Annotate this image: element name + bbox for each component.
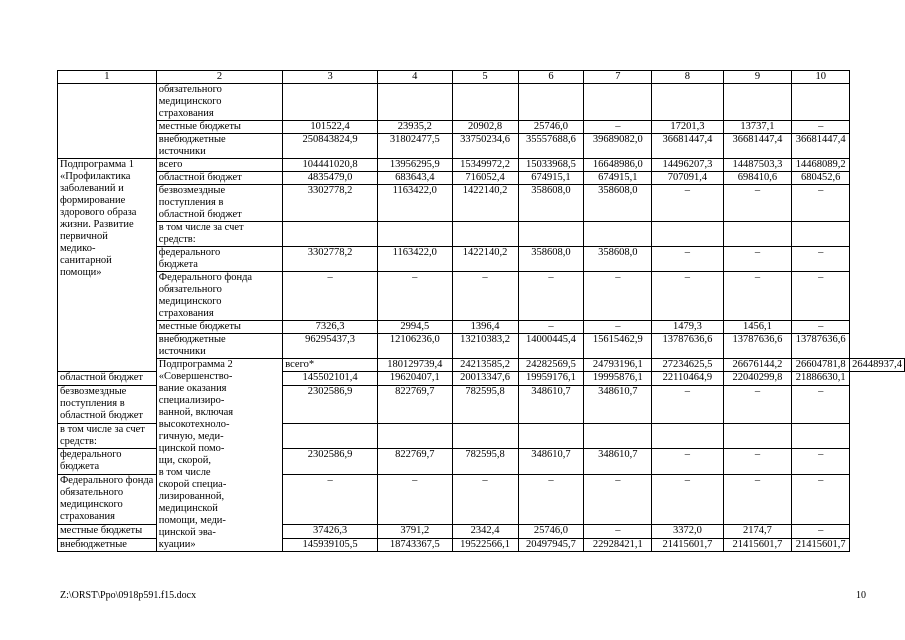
page-number: 10 <box>856 590 866 601</box>
amount-cell <box>377 222 452 247</box>
program-name <box>156 359 282 552</box>
program-cell-continued <box>58 84 157 159</box>
amount-cell: 96295437,3 <box>283 334 378 359</box>
amount-cell: 22110464,9 <box>652 372 723 385</box>
program-name-line: куации» <box>158 539 196 550</box>
program-name-line: санитарной <box>60 255 112 266</box>
amount-cell: 14468089,2 <box>792 159 850 172</box>
amount-cell <box>723 84 792 121</box>
funding-source <box>156 222 282 247</box>
funding-source-line: в том числе за счет <box>158 222 244 233</box>
amount-cell: – <box>652 247 723 272</box>
funding-source <box>58 385 157 423</box>
funding-source <box>156 321 282 334</box>
amount-cell: 13787636,6 <box>652 334 723 359</box>
amount-cell: – <box>377 474 452 524</box>
amount-cell: 3791,2 <box>377 525 452 538</box>
amount-cell: – <box>584 272 652 321</box>
amount-cell: 2994,5 <box>377 321 452 334</box>
program-name-line: здорового образа <box>60 207 137 218</box>
amount-cell: 36681447,4 <box>652 134 723 159</box>
amount-cell: 1396,4 <box>452 321 518 334</box>
funding-source-line: федерального <box>158 247 221 258</box>
amount-cell: 145939105,5 <box>283 538 378 551</box>
funding-source-line: Федерального фонда <box>60 474 154 486</box>
amount-cell: 3302778,2 <box>283 185 378 222</box>
amount-cell <box>723 423 792 449</box>
funding-source-line: в том числе за счет <box>60 423 145 435</box>
amount-cell: – <box>283 272 378 321</box>
program-name-line: медико- <box>60 243 96 254</box>
amount-cell: 145502101,4 <box>283 372 378 385</box>
amount-cell: 13210383,2 <box>452 334 518 359</box>
funding-source-line: средств: <box>158 234 196 245</box>
amount-cell: – <box>652 385 723 423</box>
program-name <box>58 159 157 372</box>
amount-cell <box>377 84 452 121</box>
amount-cell: 20902,8 <box>452 121 518 134</box>
funding-source <box>156 84 282 121</box>
funding-source-line: федерального <box>60 449 122 461</box>
funding-source <box>156 172 282 185</box>
funding-source-line: средств: <box>60 435 97 447</box>
amount-cell: 33750234,6 <box>452 134 518 159</box>
amount-cell: 358608,0 <box>518 247 584 272</box>
program-name-line: цинской эва- <box>158 527 216 538</box>
amount-cell: 37426,3 <box>283 525 378 538</box>
amount-cell: – <box>723 272 792 321</box>
amount-cell: 26604781,8 <box>792 359 850 372</box>
column-number-5: 5 <box>452 71 518 84</box>
amount-cell: 15033968,5 <box>518 159 584 172</box>
amount-cell: 698410,6 <box>723 172 792 185</box>
amount-cell <box>377 423 452 449</box>
amount-cell: 180129739,4 <box>377 359 452 372</box>
program-name-line: цинской помо- <box>158 443 225 454</box>
amount-cell <box>792 84 850 121</box>
funding-source-line: обязательного <box>158 84 222 95</box>
amount-cell: 707091,4 <box>652 172 723 185</box>
amount-cell: – <box>283 474 378 524</box>
funding-source-line: всего* <box>285 359 315 370</box>
funding-source-line: безвозмездные <box>60 385 127 397</box>
amount-cell <box>518 423 584 449</box>
amount-cell: 782595,8 <box>452 385 518 423</box>
amount-cell: 20497945,7 <box>518 538 584 551</box>
funding-source-line: обязательного <box>158 284 222 295</box>
table-row <box>58 321 905 334</box>
program-name-line: медицинской <box>158 503 218 514</box>
table-row <box>58 334 905 359</box>
table-row <box>58 159 905 172</box>
amount-cell: 1163422,0 <box>377 247 452 272</box>
amount-cell <box>283 423 378 449</box>
amount-cell <box>452 423 518 449</box>
amount-cell: 3372,0 <box>652 525 723 538</box>
amount-cell: 683643,4 <box>377 172 452 185</box>
amount-cell: 1422140,2 <box>452 185 518 222</box>
program-name-line: «Профилактика <box>60 171 131 182</box>
amount-cell: – <box>792 449 850 475</box>
amount-cell: – <box>652 185 723 222</box>
amount-cell: 22928421,1 <box>584 538 652 551</box>
amount-cell: 14496207,3 <box>652 159 723 172</box>
program-name-line: в том числе <box>158 467 211 478</box>
program-name-line: первичной <box>60 231 108 242</box>
amount-cell: 13956295,9 <box>377 159 452 172</box>
program-name-line: жизни. Развитие <box>60 219 134 230</box>
funding-source <box>283 359 378 372</box>
amount-cell: 26448937,4 <box>850 359 905 372</box>
amount-cell: 13787636,6 <box>723 334 792 359</box>
program-name-line: вание оказания <box>158 383 227 394</box>
amount-cell <box>584 222 652 247</box>
funding-source-line: обязательного <box>60 486 124 498</box>
program-name-line: лизированной, <box>158 491 225 502</box>
funding-source-line: Федерального фонда <box>158 272 253 283</box>
amount-cell: 358608,0 <box>584 247 652 272</box>
amount-cell: 3302778,2 <box>283 247 378 272</box>
funding-source-line: источники <box>158 146 206 157</box>
amount-cell: 31802477,5 <box>377 134 452 159</box>
funding-source-line: источники <box>158 346 206 357</box>
amount-cell: 21886630,1 <box>792 372 850 385</box>
funding-source-line: областной бюджет <box>158 172 242 183</box>
table-row <box>58 172 905 185</box>
funding-source <box>156 185 282 222</box>
amount-cell: – <box>723 385 792 423</box>
table-row <box>58 84 905 121</box>
amount-cell <box>652 84 723 121</box>
funding-source-line: местные бюджеты <box>158 121 241 132</box>
amount-cell: 24793196,1 <box>584 359 652 372</box>
funding-source-line: страхования <box>158 108 214 119</box>
amount-cell <box>518 222 584 247</box>
amount-cell: 24213585,2 <box>452 359 518 372</box>
funding-source-line: поступления в <box>158 197 224 208</box>
amount-cell: 39689082,0 <box>584 134 652 159</box>
funding-source <box>58 372 157 385</box>
amount-cell: 18743367,5 <box>377 538 452 551</box>
funding-source-line: страхования <box>158 308 214 319</box>
funding-source-line: медицинского <box>158 96 222 107</box>
amount-cell: 20013347,6 <box>452 372 518 385</box>
budget-table <box>57 70 905 552</box>
funding-source-line: бюджета <box>60 461 100 473</box>
amount-cell <box>652 423 723 449</box>
amount-cell: – <box>518 474 584 524</box>
amount-cell <box>452 222 518 247</box>
amount-cell: – <box>452 474 518 524</box>
funding-source-line: безвозмездные <box>158 185 226 196</box>
amount-cell: 19620407,1 <box>377 372 452 385</box>
amount-cell: – <box>452 272 518 321</box>
funding-source <box>58 474 157 524</box>
funding-source <box>156 247 282 272</box>
program-name-line: высокотехноло- <box>158 419 230 430</box>
funding-source-line: медицинского <box>158 296 222 307</box>
funding-source-line: всего <box>158 159 183 170</box>
amount-cell: – <box>792 385 850 423</box>
amount-cell: – <box>792 121 850 134</box>
amount-cell: 7326,3 <box>283 321 378 334</box>
funding-source <box>156 272 282 321</box>
column-number-10: 10 <box>792 71 850 84</box>
funding-source-line: местные бюджеты <box>60 525 143 537</box>
amount-cell: 23935,2 <box>377 121 452 134</box>
amount-cell: 1456,1 <box>723 321 792 334</box>
amount-cell: – <box>723 185 792 222</box>
amount-cell: – <box>652 272 723 321</box>
funding-source <box>156 121 282 134</box>
amount-cell: – <box>792 474 850 524</box>
amount-cell: 782595,8 <box>452 449 518 475</box>
funding-source-line: областной бюджет <box>60 409 143 421</box>
amount-cell <box>584 84 652 121</box>
amount-cell: 680452,6 <box>792 172 850 185</box>
amount-cell: – <box>792 321 850 334</box>
amount-cell: 27234625,5 <box>652 359 723 372</box>
table-row <box>58 222 905 247</box>
amount-cell: – <box>792 185 850 222</box>
amount-cell: – <box>377 272 452 321</box>
amount-cell: 35557688,6 <box>518 134 584 159</box>
amount-cell: – <box>584 474 652 524</box>
program-name-line: Подпрограмма 1 <box>60 159 134 170</box>
amount-cell: – <box>652 474 723 524</box>
table-row <box>58 359 905 372</box>
amount-cell: 19522566,1 <box>452 538 518 551</box>
program-name-line: помощи, меди- <box>158 515 226 526</box>
amount-cell: 358608,0 <box>584 185 652 222</box>
column-number-2: 2 <box>156 71 282 84</box>
file-path: Z:\ORST\Ppo\0918p591.f15.docx <box>60 590 197 601</box>
amount-cell: 822769,7 <box>377 449 452 475</box>
amount-cell: – <box>723 474 792 524</box>
amount-cell: 358608,0 <box>518 185 584 222</box>
amount-cell: 1163422,0 <box>377 185 452 222</box>
funding-source-line: бюджета <box>158 259 198 270</box>
amount-cell: 16648986,0 <box>584 159 652 172</box>
funding-source <box>156 334 282 359</box>
amount-cell: 348610,7 <box>584 449 652 475</box>
amount-cell <box>283 222 378 247</box>
column-number-1: 1 <box>58 71 157 84</box>
amount-cell <box>723 222 792 247</box>
table-row <box>58 185 905 222</box>
amount-cell: 19995876,1 <box>584 372 652 385</box>
table-row <box>58 272 905 321</box>
amount-cell <box>792 423 850 449</box>
amount-cell: 2342,4 <box>452 525 518 538</box>
amount-cell <box>652 222 723 247</box>
funding-source-line: поступления в <box>60 397 125 409</box>
amount-cell: – <box>792 525 850 538</box>
amount-cell: 2174,7 <box>723 525 792 538</box>
funding-source <box>156 134 282 159</box>
amount-cell: 674915,1 <box>584 172 652 185</box>
program-name-line: скорой специа- <box>158 479 227 490</box>
amount-cell: 1422140,2 <box>452 247 518 272</box>
amount-cell: 674915,1 <box>518 172 584 185</box>
amount-cell: 24282569,5 <box>518 359 584 372</box>
program-name-line: щи, скорой, <box>158 455 211 466</box>
amount-cell: 13787636,6 <box>792 334 850 359</box>
amount-cell: 26676144,2 <box>723 359 792 372</box>
amount-cell: 13737,1 <box>723 121 792 134</box>
amount-cell: 716052,4 <box>452 172 518 185</box>
table-row <box>58 247 905 272</box>
program-name-line: ванной, включая <box>158 407 234 418</box>
amount-cell <box>283 84 378 121</box>
amount-cell: 104441020,8 <box>283 159 378 172</box>
amount-cell: – <box>584 525 652 538</box>
funding-source-line: страхования <box>60 510 115 522</box>
amount-cell: 348610,7 <box>518 449 584 475</box>
program-name-line: гичную, меди- <box>158 431 224 442</box>
amount-cell: 17201,3 <box>652 121 723 134</box>
amount-cell: – <box>518 272 584 321</box>
funding-source-line: внебюджетные <box>158 134 226 145</box>
program-name-line: заболеваний и <box>60 183 124 194</box>
column-number-9: 9 <box>723 71 792 84</box>
amount-cell: – <box>723 247 792 272</box>
amount-cell: – <box>584 321 652 334</box>
funding-source-line: областной бюджет <box>60 372 143 384</box>
program-name-line: «Совершенство- <box>158 371 233 382</box>
funding-source-line: внебюджетные <box>158 334 226 345</box>
program-name-line: помощи» <box>60 267 102 278</box>
amount-cell: 1479,3 <box>652 321 723 334</box>
amount-cell: – <box>518 321 584 334</box>
amount-cell: 14487503,3 <box>723 159 792 172</box>
amount-cell: 4835479,0 <box>283 172 378 185</box>
column-number-8: 8 <box>652 71 723 84</box>
column-number-row <box>58 71 905 84</box>
column-number-7: 7 <box>584 71 652 84</box>
amount-cell: 14000445,4 <box>518 334 584 359</box>
amount-cell: 2302586,9 <box>283 385 378 423</box>
amount-cell: 12106236,0 <box>377 334 452 359</box>
amount-cell: 25746,0 <box>518 121 584 134</box>
funding-source <box>156 159 282 172</box>
column-number-4: 4 <box>377 71 452 84</box>
program-name-line: формирование <box>60 195 126 206</box>
amount-cell: 36681447,4 <box>792 134 850 159</box>
amount-cell: 250843824,9 <box>283 134 378 159</box>
amount-cell: 348610,7 <box>584 385 652 423</box>
amount-cell: 2302586,9 <box>283 449 378 475</box>
amount-cell: 21415601,7 <box>792 538 850 551</box>
funding-source <box>58 423 157 449</box>
amount-cell: – <box>723 449 792 475</box>
amount-cell: 25746,0 <box>518 525 584 538</box>
funding-source-line: медицинского <box>60 498 123 510</box>
funding-source <box>58 538 157 551</box>
column-number-6: 6 <box>518 71 584 84</box>
amount-cell: 21415601,7 <box>652 538 723 551</box>
funding-source-line: внебюджетные <box>60 538 127 550</box>
table-row <box>58 134 905 159</box>
amount-cell: 36681447,4 <box>723 134 792 159</box>
program-name-line: Подпрограмма 2 <box>158 359 233 370</box>
amount-cell: 19959176,1 <box>518 372 584 385</box>
program-name-line: специализиро- <box>158 395 225 406</box>
funding-source-line: областной бюджет <box>158 209 242 220</box>
table-row <box>58 121 905 134</box>
amount-cell: 22040299,8 <box>723 372 792 385</box>
funding-source <box>58 525 157 538</box>
amount-cell: – <box>652 449 723 475</box>
amount-cell <box>518 84 584 121</box>
amount-cell: 101522,4 <box>283 121 378 134</box>
amount-cell: – <box>584 121 652 134</box>
amount-cell: 21415601,7 <box>723 538 792 551</box>
amount-cell <box>452 84 518 121</box>
funding-source-line: местные бюджеты <box>158 321 241 332</box>
amount-cell <box>792 222 850 247</box>
amount-cell: – <box>792 272 850 321</box>
amount-cell: 15349972,2 <box>452 159 518 172</box>
amount-cell: – <box>792 247 850 272</box>
funding-source <box>58 449 157 475</box>
amount-cell <box>584 423 652 449</box>
column-number-3: 3 <box>283 71 378 84</box>
amount-cell: 348610,7 <box>518 385 584 423</box>
amount-cell: 15615462,9 <box>584 334 652 359</box>
table-body <box>58 71 905 552</box>
amount-cell: 822769,7 <box>377 385 452 423</box>
